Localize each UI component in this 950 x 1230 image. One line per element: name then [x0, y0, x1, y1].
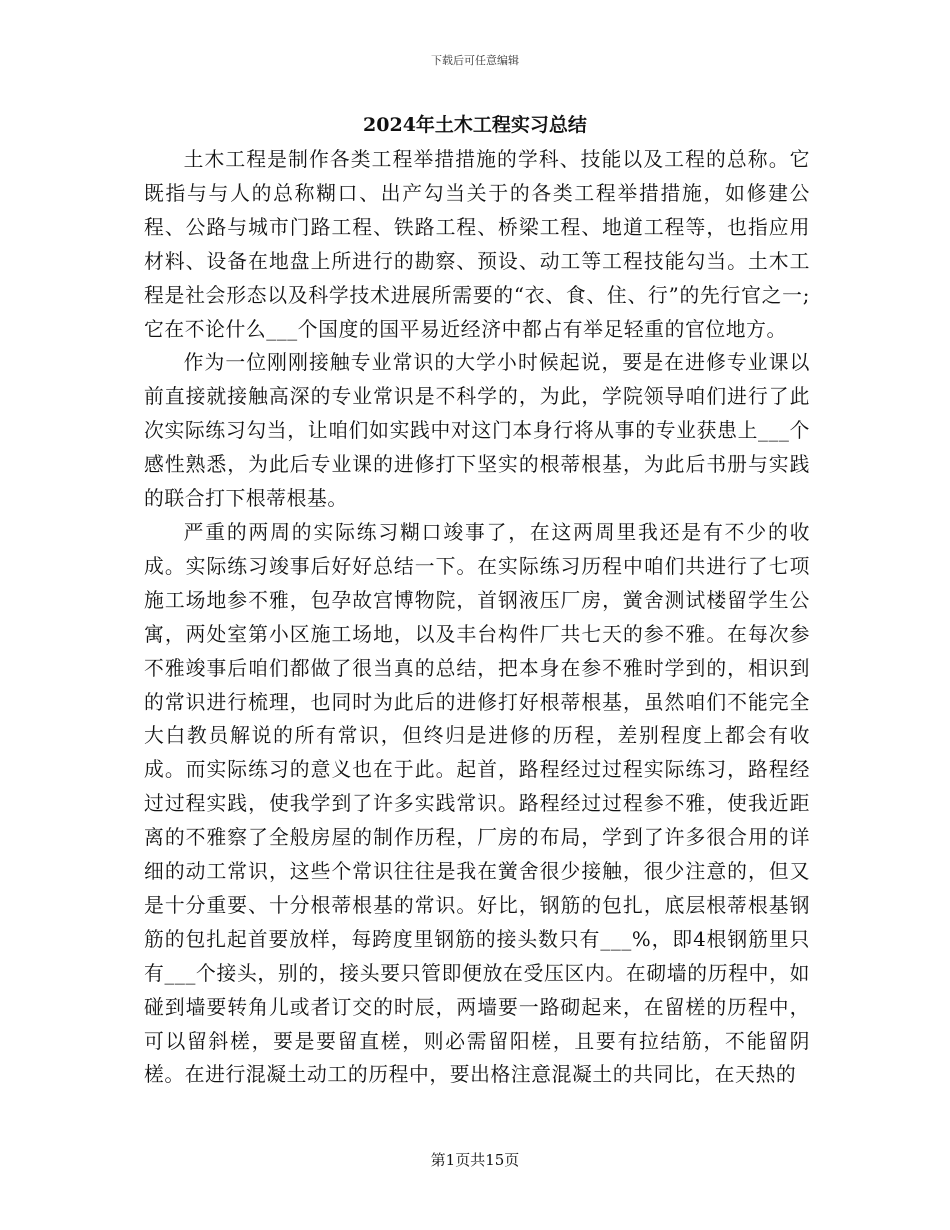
- page-header: 下载后可任意编辑: [431, 54, 519, 67]
- page-footer: 第1页共15页: [430, 1151, 520, 1169]
- paragraph: 作为一位刚刚接触专业常识的大学小时候起说，要是在进修专业课以前直接就接触高深的专业常识是不科学的，为此，学院领导咱们进行了此次实际练习勾当，让咱们如实践中对这门本身行将从事的专业获患上___个感性熟悉，为此后专业课的进修打下坚实的根蒂根基，为此后书册与实践的联合打下根蒂根基。: [144, 351, 810, 511]
- paragraph: 土木工程是制作各类工程举措措施的学科、技能以及工程的总称。它既指与与人的总称糊口、出产勾当关于的各类工程举措措施，如修建公程、公路与城市门路工程、铁路工程、桥梁工程、地道工程等，也指应用材料、设备在地盘上所进行的勘察、预设、动工等工程技能勾当。土木工程是社会形态以及科学技术进展所需要的“衣、食、住、行”的先行官之一;它在不论什么___个国度的国平易近经济中都占有举足轻重的官位地方。: [144, 148, 810, 341]
- paragraph: 严重的两周的实际练习糊口竣事了，在这两周里我还是有不少的收成。实际练习竣事后好好总结一下。在实际练习历程中咱们共进行了七项施工场地参不雅，包孕故宫博物院，首钢液压厂房，黉舍测试楼留学生公寓，两处室第小区施工场地，以及丰台构件厂共七天的参不雅。在每次参不雅竣事后咱们都做了很当真的总结，把本身在参不雅时学到的，相识到的常识进行梳理，也同时为此后的进修打好根蒂根基，虽然咱们不能完全大白教员解说的所有常识，但终归是进修的历程，差别程度上都会有收成。而实际练习的意义也在于此。起首，路程经过过程实际练习，路程经过过程实践，使我学到了许多实践常识。路程经过过程参不雅，使我近距离的不雅察了全般房屋的制作历程，厂房的布局，学到了许多很合用的详细的动工常识，这些个常识往往是我在黉舍很少接触，很少注意的，但又是十分重要、十分根蒂根基的常识。好比，钢筋的包扎，底层根蒂根基钢筋的包扎起首要放样，每跨度里钢筋的接头数只有___%，即4根钢筋里只有___个接头，别的，接头要只管即便放在受压区内。在砌墙的历程中，如碰到墙要转角儿或者订交的时辰，两墙要一路砌起来，在留槎的历程中，可以留斜槎，要是要留直槎，则必需留阳槎，且要有拉结筋，不能留阴槎。在进行混凝土动工的历程中，要出格注意混凝土的共同比，在天热的: [144, 520, 810, 1087]
- document-body: [144, 143, 810, 1092]
- document-title: 2024年土木工程实习总结: [363, 114, 587, 136]
